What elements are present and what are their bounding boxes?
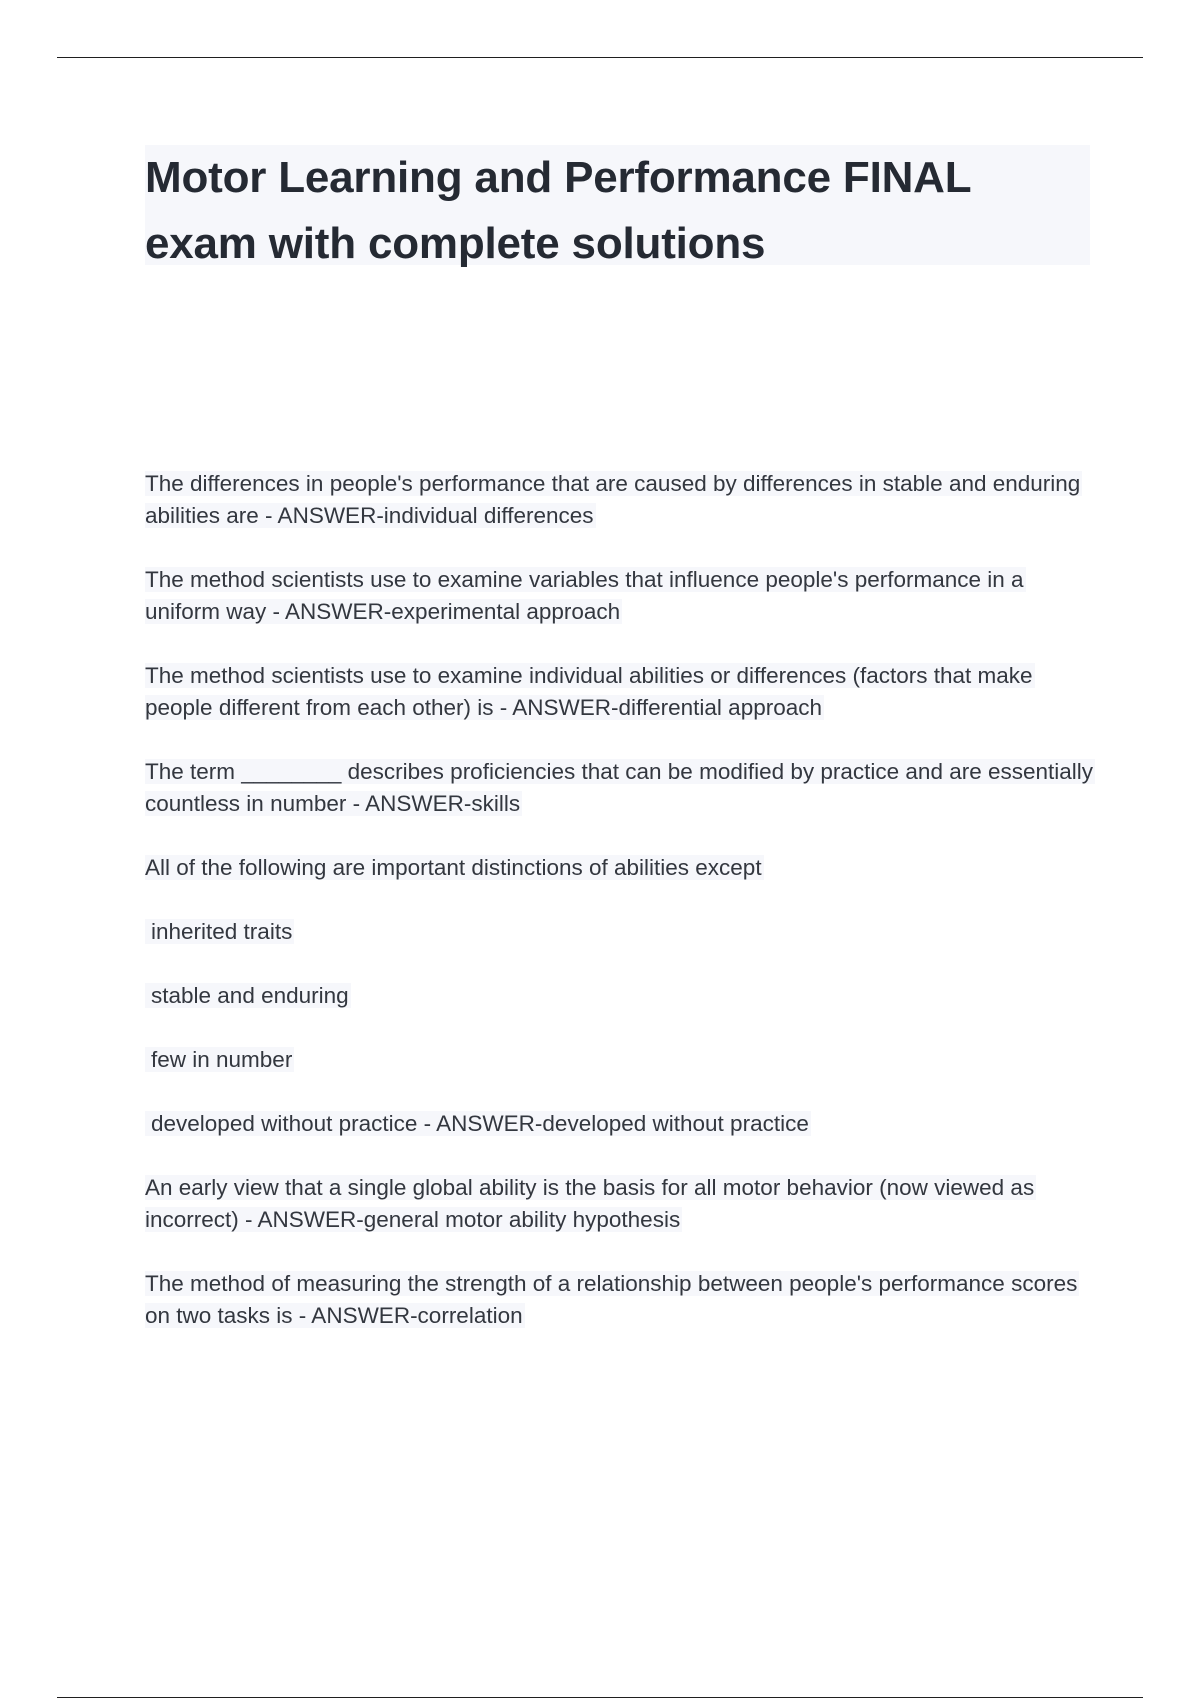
option-inherited-traits: inherited traits: [145, 916, 1095, 948]
question-5: All of the following are important distinctions of abilities except: [145, 855, 762, 880]
option-stable-and-enduring: stable and enduring: [145, 980, 1095, 1012]
top-rule: [57, 57, 1143, 58]
question-answer-7: The method of measuring the strength of a relationship between people's performance scores on two tasks is - ANSWER-correlation: [145, 1271, 1078, 1328]
bottom-rule: [57, 1697, 1143, 1698]
question-answer-2: The method scientists use to examine variables that influence people's performance in a uniform way - ANSWER-experimental approach: [145, 567, 1024, 624]
title-block: [145, 145, 1090, 268]
option-developed-without-practice: developed without practice - ANSWER-developed without practice: [145, 1108, 1095, 1140]
question-answer-1: The differences in people's performance that are caused by differences in stable and enduring abilities are - ANSWER-individual differences: [145, 471, 1081, 528]
question-answer-4: The term ________ describes proficiencies that can be modified by practice and are essentially countless in number - ANSWER-skills: [145, 759, 1094, 816]
question-answer-6: An early view that a single global ability is the basis for all motor behavior (now viewed as incorrect) - ANSWER-general motor ability hypothesis: [145, 1175, 1035, 1232]
document-body: [145, 468, 1095, 1332]
option-few-in-number: few in number: [145, 1044, 1095, 1076]
question-answer-3: The method scientists use to examine individual abilities or differences (factors that make people different from each other) is - ANSWER-differential approach: [145, 663, 1033, 720]
document-title: Motor Learning and Performance FINAL exam with complete solutions: [145, 153, 971, 268]
